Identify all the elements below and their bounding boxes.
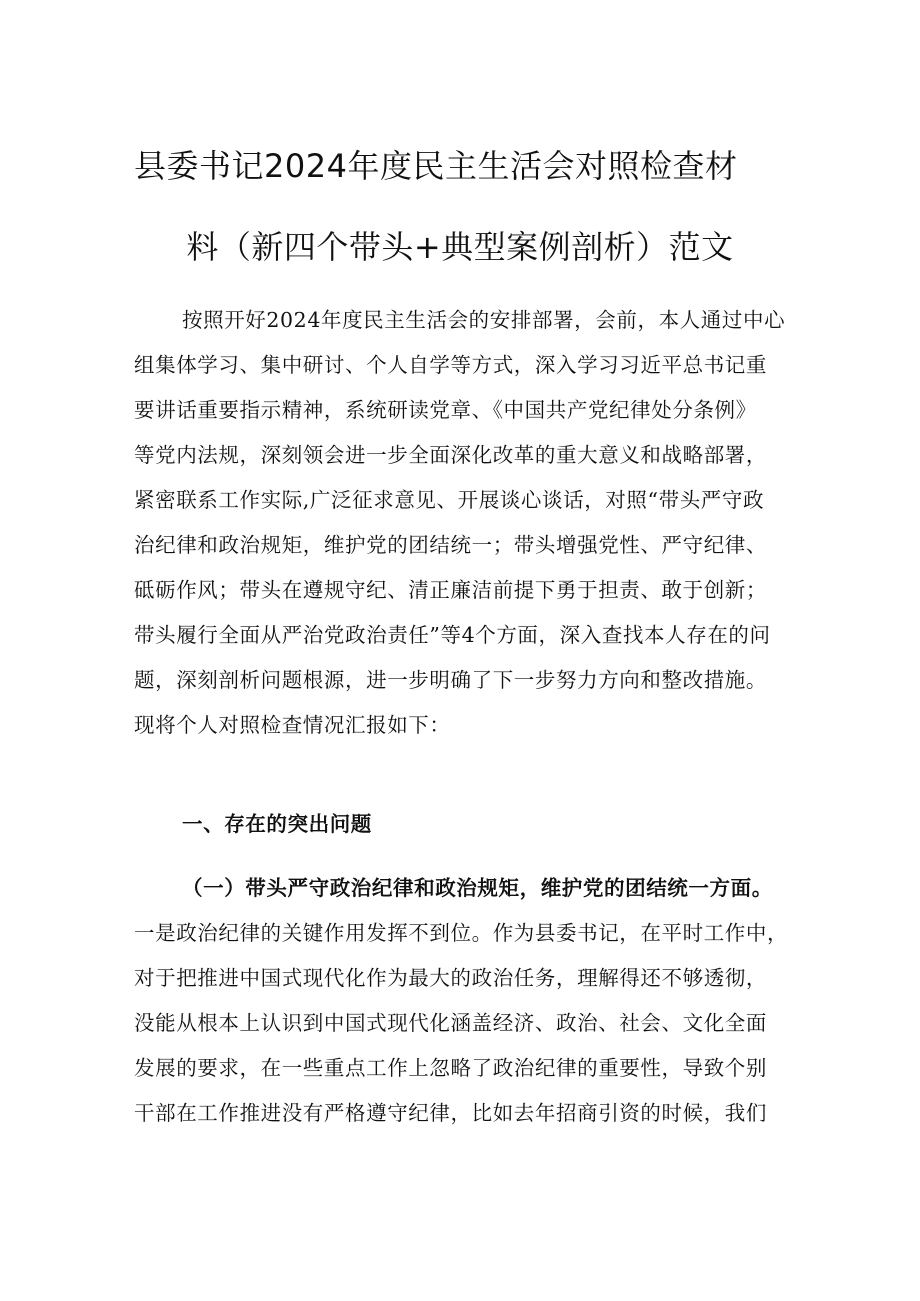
subsection-heading: （一）带头严守政治纪律和政治规矩，维护党的团结统一方面。: [182, 876, 773, 900]
intro-line: 带头履行全面从严治党政治责任”等4个方面，深入查找本人存在的问: [134, 623, 771, 647]
intro-line: 砥砺作风；带头在遵规守纪、清正廉洁前提下勇于担责、敢于创新；: [134, 578, 767, 602]
intro-line: 按照开好2024年度民主生活会的安排部署，会前，本人通过中心: [182, 308, 786, 332]
document-title-line-1: 县委书记2024年度民主生活会对照检查材: [134, 147, 738, 185]
subsection-line: 一是政治纪律的关键作用发挥不到位。作为县委书记，在平时工作中，: [134, 921, 789, 945]
intro-line: 等党内法规，深刻领会进一步全面深化改革的重大意义和战略部署，: [134, 443, 767, 467]
intro-line: 紧密联系工作实际,广泛征求意见、开展谈心谈话，对照“带头严守政: [134, 488, 765, 512]
document-title-line-2: 料（新四个带头+典型案例剖析）范文: [186, 228, 734, 266]
subsection-line: 对于把推进中国式现代化作为最大的政治任务，理解得还不够透彻，: [134, 966, 767, 990]
subsection-line: 没能从根本上认识到中国式现代化涵盖经济、政治、社会、文化全面: [134, 1011, 767, 1035]
intro-line: 组集体学习、集中研讨、个人自学等方式，深入学习习近平总书记重: [134, 353, 767, 377]
intro-line: 治纪律和政治规矩，维护党的团结统一；带头增强党性、严守纪律、: [134, 533, 767, 557]
intro-line: 现将个人对照检查情况汇报如下：: [134, 713, 451, 737]
intro-paragraph: [134, 298, 794, 748]
intro-line: 题，深刻剖析问题根源，进一步明确了下一步努力方向和整改措施。: [134, 668, 767, 692]
subsection-line: 发展的要求，在一些重点工作上忽略了政治纪律的重要性，导致个别: [134, 1056, 767, 1080]
subsection-paragraph: [134, 866, 794, 1136]
intro-line: 要讲话重要指示精神，系统研读党章、《中国共产党纪律处分条例》: [134, 398, 757, 422]
subsection-line: 干部在工作推进没有严格遵守纪律，比如去年招商引资的时候，我们: [134, 1101, 767, 1125]
section-heading-problems: 一、存在的突出问题: [182, 812, 372, 836]
